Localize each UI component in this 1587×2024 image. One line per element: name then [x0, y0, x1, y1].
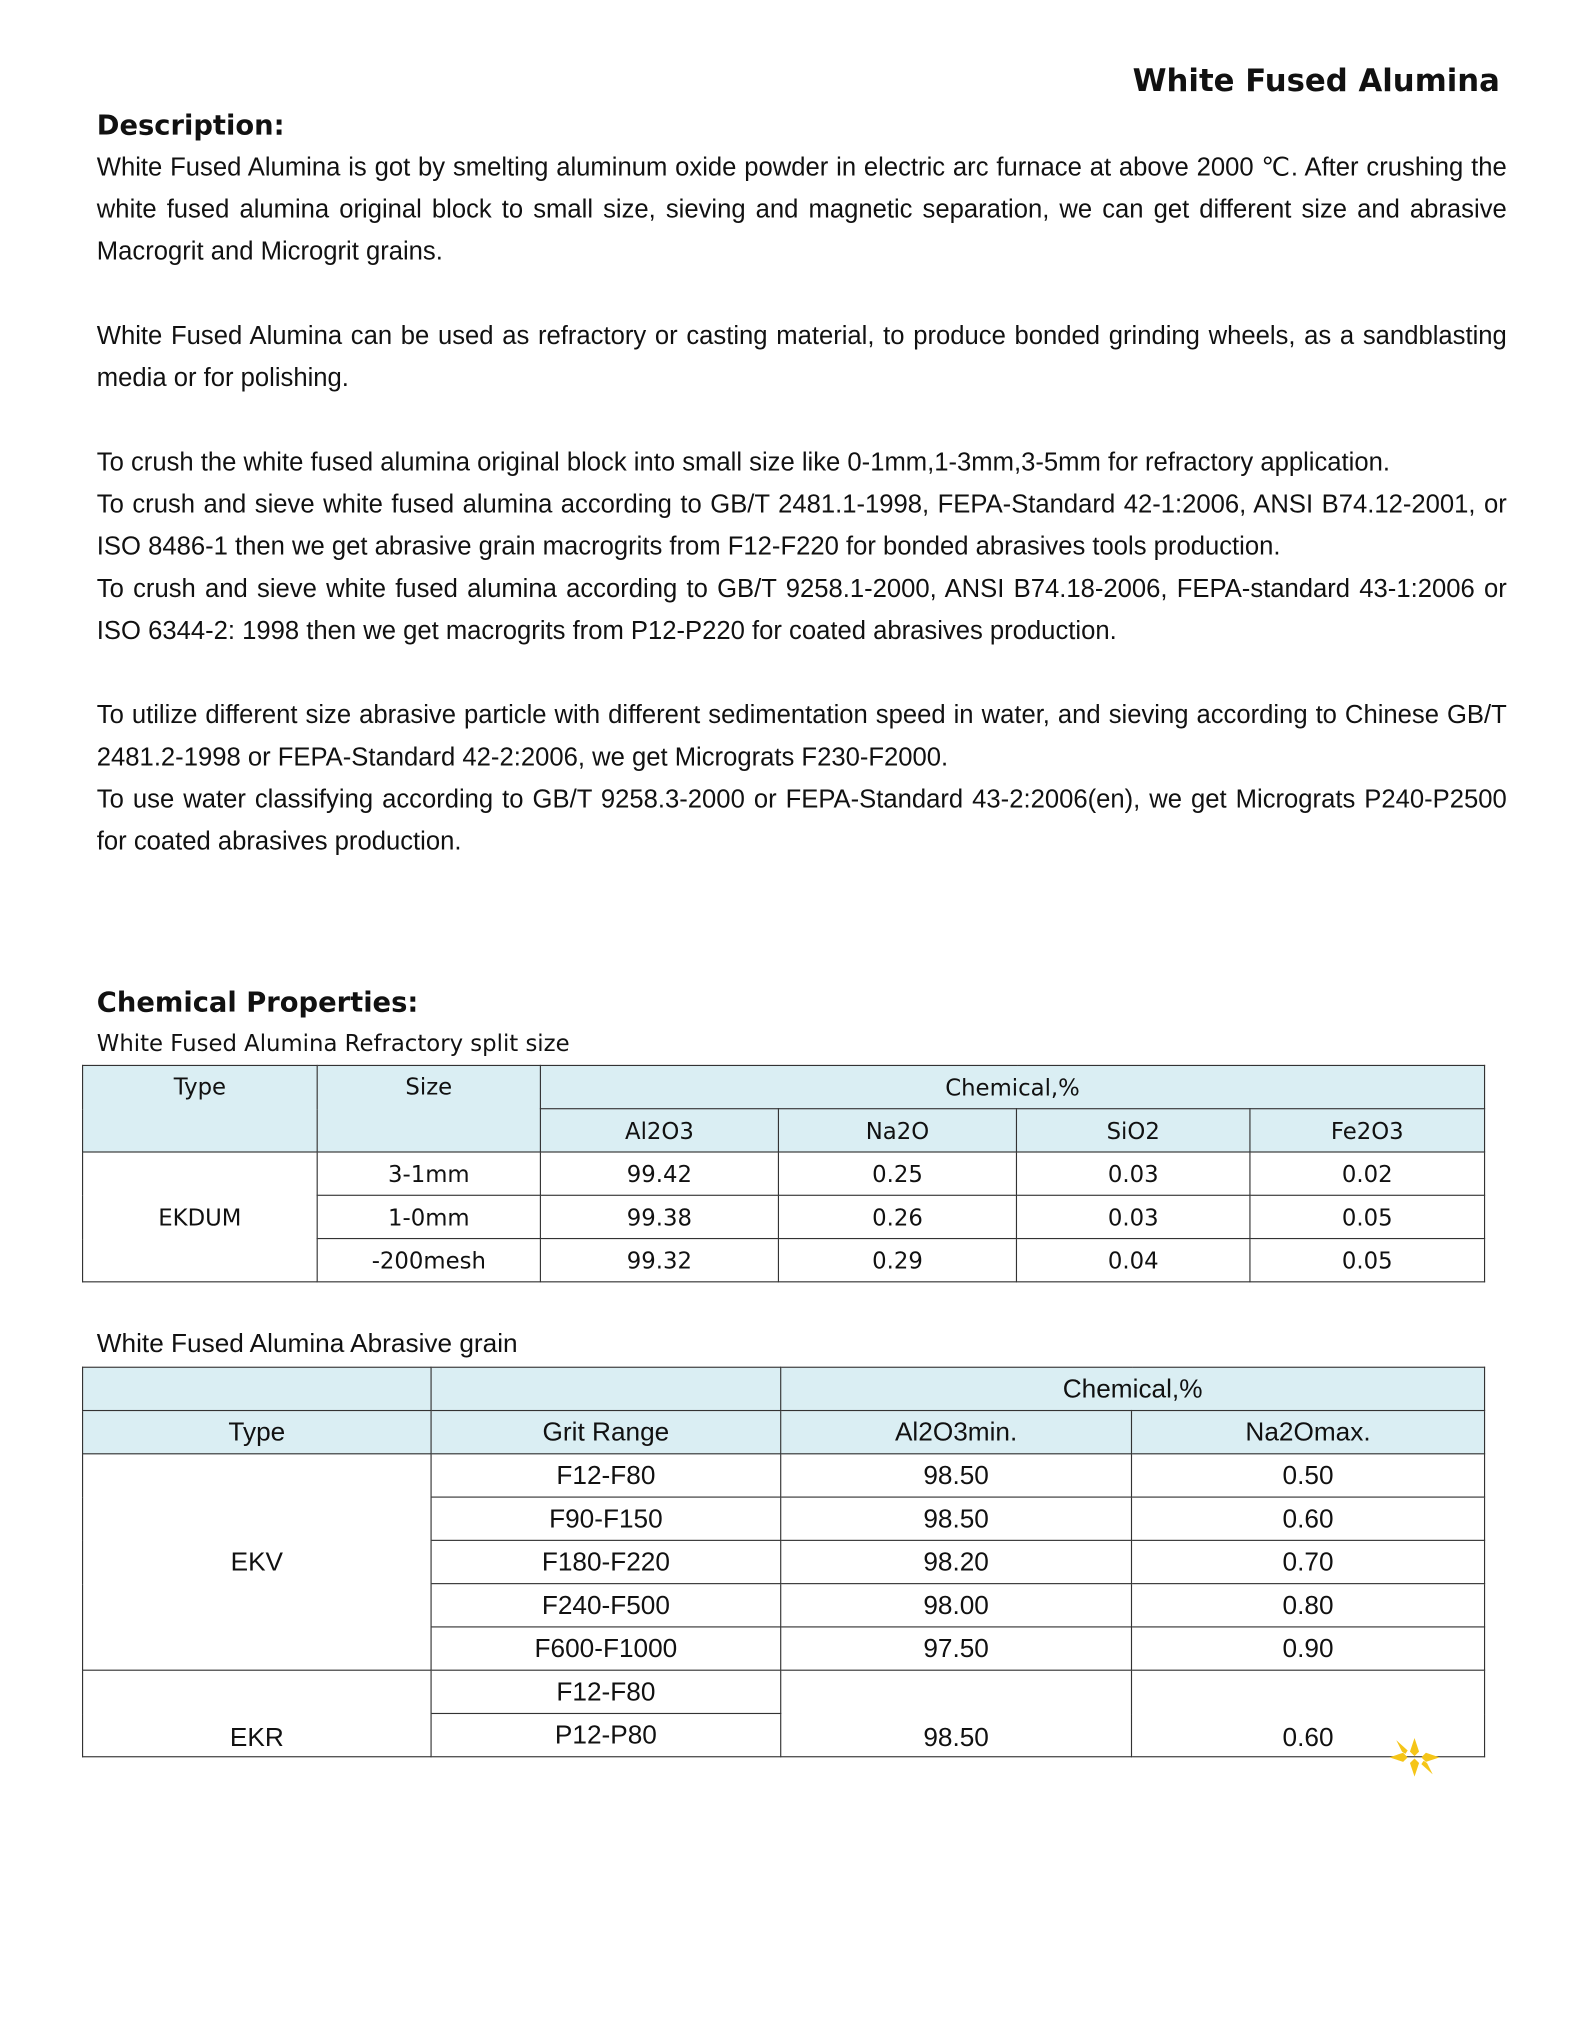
al2o3-cell: 99.42: [540, 1152, 778, 1195]
star-logo-icon: [1380, 1729, 1448, 1786]
paragraph-bonded: To crush and sieve white fused alumina according to GB/T 2481.1-1998, FEPA-Standard 42-1:2006, ANSI B74.12-2001, or ISO 8486-1 then we get abrasive grain macrogrits from F12-F220 for bonded abrasives tools production.: [96, 489, 1507, 561]
refractory-table: [82, 1065, 1485, 1283]
grit-cell: F12-F80: [431, 1670, 781, 1713]
na2o-cell: 0.80: [1131, 1584, 1484, 1627]
al2o3-cell: 98.20: [781, 1540, 1132, 1583]
header-na2o: Na2O: [778, 1109, 1016, 1152]
header-blank: [83, 1367, 432, 1410]
grit-cell: F12-F80: [431, 1454, 781, 1497]
al2o3-cell: 98.50: [781, 1670, 1132, 1757]
grit-cell: F90-F150: [431, 1497, 781, 1540]
na2o-cell: 0.25: [778, 1152, 1016, 1195]
fe2o3-cell: 0.05: [1250, 1195, 1485, 1238]
grit-cell: F240-F500: [431, 1584, 781, 1627]
al2o3-cell: 98.00: [781, 1584, 1132, 1627]
type-cell: EKDUM: [83, 1152, 318, 1282]
size-cell: 1-0mm: [317, 1195, 540, 1238]
header-sio2: SiO2: [1016, 1109, 1249, 1152]
al2o3-cell: 99.32: [540, 1239, 778, 1282]
paragraph-coated: To crush and sieve white fused alumina according to GB/T 9258.1-2000, ANSI B74.18-2006, FEPA-standard 43-1:2006 or ISO 6344-2: 1998 then we get macrogrits from P12-P220 for coated abrasives production.: [96, 574, 1507, 645]
grit-cell: F180-F220: [431, 1540, 781, 1583]
sio2-cell: 0.04: [1016, 1239, 1249, 1282]
header-al2o3-min: Al2O3min.: [781, 1411, 1132, 1454]
table-row: [83, 1152, 1485, 1195]
paragraph-smelting: White Fused Alumina is got by smelting aluminum oxide powder in electric arc furnace at above 2000 ℃. After crushing the white fused alumina original block to small size, sieving and magnetic separation, we can get different size and abrasive Macrogrit and Microgrit grains.: [96, 152, 1507, 266]
na2o-cell: 0.90: [1131, 1627, 1484, 1670]
size-cell: 3-1mm: [317, 1152, 540, 1195]
type-cell: EKV: [83, 1454, 432, 1670]
page-title: White Fused Alumina: [1132, 63, 1500, 100]
table-row: [83, 1454, 1485, 1497]
al2o3-cell: 98.50: [781, 1454, 1132, 1497]
abrasive-table-caption: White Fused Alumina Abrasive grain: [96, 1327, 518, 1358]
na2o-cell: 0.29: [778, 1239, 1016, 1282]
description-heading: Description:: [96, 109, 285, 142]
header-grit-range: Grit Range: [431, 1411, 781, 1454]
header-chemical: Chemical,%: [781, 1367, 1485, 1410]
al2o3-cell: 99.38: [540, 1195, 778, 1238]
fe2o3-cell: 0.05: [1250, 1239, 1485, 1282]
na2o-cell: 0.50: [1131, 1454, 1484, 1497]
refractory-table-caption: White Fused Alumina Refractory split size: [96, 1029, 570, 1057]
paragraph-uses: White Fused Alumina can be used as refractory or casting material, to produce bonded grinding wheels, as a sandblasting media or for polishing.: [96, 321, 1507, 392]
sio2-cell: 0.03: [1016, 1152, 1249, 1195]
abrasive-table: [82, 1367, 1485, 1758]
al2o3-cell: 98.50: [781, 1497, 1132, 1540]
paragraph-refractory: To crush the white fused alumina original block into small size like 0-1mm,1-3mm,3-5mm for refractory application.: [96, 447, 1390, 477]
grit-cell: P12-P80: [431, 1713, 781, 1756]
size-cell: -200mesh: [317, 1239, 540, 1282]
header-size: Size: [317, 1065, 540, 1152]
header-blank: [431, 1367, 781, 1410]
sio2-cell: 0.03: [1016, 1195, 1249, 1238]
header-chemical: Chemical,%: [540, 1065, 1484, 1108]
header-na2o-max: Na2Omax.: [1131, 1411, 1484, 1454]
grit-cell: F600-F1000: [431, 1627, 781, 1670]
na2o-cell: 0.60: [1131, 1670, 1484, 1757]
na2o-cell: 0.26: [778, 1195, 1016, 1238]
al2o3-cell: 97.50: [781, 1627, 1132, 1670]
type-cell: EKR: [83, 1670, 432, 1757]
header-type: Type: [83, 1411, 432, 1454]
description-text: [97, 146, 1507, 862]
fe2o3-cell: 0.02: [1250, 1152, 1485, 1195]
na2o-cell: 0.60: [1131, 1497, 1484, 1540]
header-type: Type: [83, 1065, 318, 1152]
header-fe2o3: Fe2O3: [1250, 1109, 1485, 1152]
header-al2o3: Al2O3: [540, 1109, 778, 1152]
chemical-heading: Chemical Properties:: [96, 986, 419, 1019]
na2o-cell: 0.70: [1131, 1540, 1484, 1583]
table-row: [83, 1670, 1485, 1713]
paragraph-water-classifying: To use water classifying according to GB/T 9258.3-2000 or FEPA-Standard 43-2:2006(en), we get Micrograts P240-P2500 for coated abrasives production.: [96, 784, 1507, 856]
paragraph-microgrits: To utilize different size abrasive particle with different sedimentation speed in water, and sieving according to Chinese GB/T 2481.2-1998 or FEPA-Standard 42-2:2006, we get Micrograts F230-F2000.: [96, 700, 1507, 772]
